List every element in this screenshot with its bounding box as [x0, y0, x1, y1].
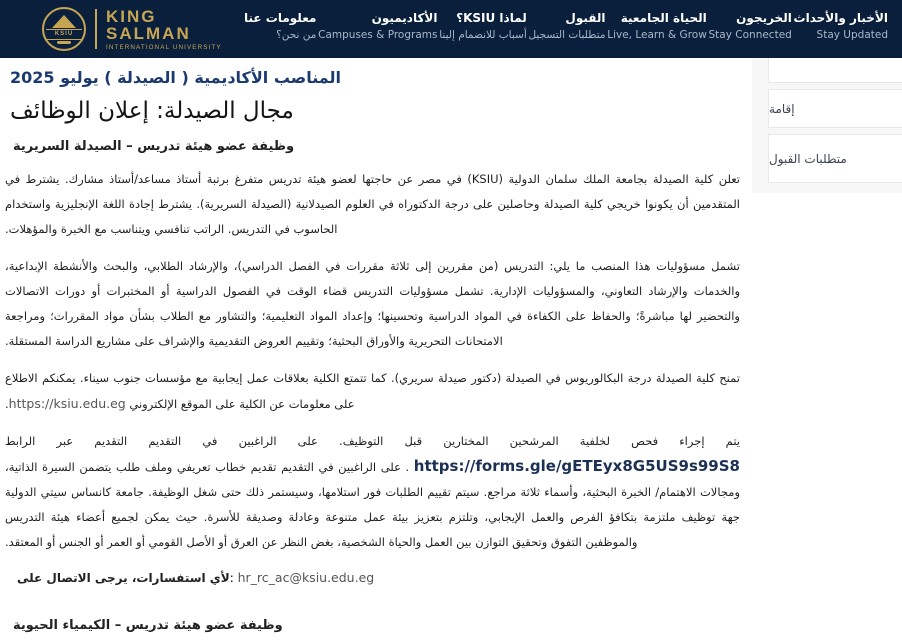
nav-item-sublabel: Campuses & Programs [318, 29, 438, 41]
nav-item-label: الخريجون [736, 11, 792, 25]
nav-item-admission[interactable] [528, 11, 605, 42]
nav-item-label: معلومات عنا [244, 11, 317, 25]
page-category-title: المناصب الأكاديمية ( الصيدلة ) يوليو 2025 [10, 68, 341, 87]
logo-divider [95, 9, 97, 49]
emblem-base-shape [57, 41, 71, 44]
ksiu-logo[interactable] [42, 5, 222, 53]
site-header [0, 0, 902, 58]
sidebar-item-label: إقامة [769, 101, 795, 116]
paragraph-college-info-period: . [5, 397, 9, 411]
sidebar-item-admission-requirements[interactable] [768, 134, 902, 183]
website-link[interactable]: https://ksiu.edu.eg [8, 396, 126, 411]
brand-name-line1: KING [106, 6, 157, 26]
job-title-clinical-pharmacy: وظيفة عضو هيئة تدريس – الصيدلة السريرية [13, 139, 295, 154]
paragraph-intro: تعلن كلية الصيدلة بجامعة الملك سلمان الدولية (KSIU) في مصر عن حاجتها لعضو هيئة تدريس متفرغ برتبة أستاذ مساعد/أستاذ مشارك. يشترط في المتقدمين أن يكونوا خريجي كلية الصيدلة وحاصلين على درجة الدكتوراه في العلوم الصيدلانية (الصيدلة السريرية). يشترط إجادة اللغة الإنجليزية واستخدام الحاسوب في التدريس. الراتب تنافسي ويتناسب مع الخبرة والمؤهلات. [5, 172, 740, 236]
contact-label: لأي استفسارات، يرجى الاتصال على [17, 571, 230, 585]
nav-item-label: الأكاديميون [371, 11, 438, 25]
job-title-biochemistry: وظيفة عضو هيئة تدريس – الكيمياء الحيوية [13, 618, 283, 633]
main-nav [244, 11, 888, 42]
nav-item-news[interactable] [794, 11, 888, 42]
paragraph-application [5, 429, 740, 555]
nav-item-academics[interactable] [318, 11, 437, 42]
nav-item-sublabel: متطلبات التسجيل [528, 29, 606, 41]
nav-item-label: الحياة الجامعية [620, 11, 707, 25]
nav-item-label: الأخبار والأحداث [793, 11, 888, 25]
nav-item-label: القبول [565, 11, 606, 25]
paragraph-application-text-after: . على الراغبين في التقديم تقديم خطاب تعريفي وملف طلب يتضمن السيرة الذاتية، ومجالات الاهتمام/ الخبرة البحثية، وأسماء ثلاثة مراجع. سيتم تقييم الطلبات فور استلامها، وسيستمر ذلك حتى شغل الوظيفة. جامعة كانساس سيتي الدولية جهة توظيف ملتزمة بتكافؤ الفرص والعمل الإيجابي، وتلتزم بتعزيز بيئة عمل متنوعة وعادلة وصديقة للأسرة. حيث يمكن لجميع أعضاء هيئة التدريس والموظفين التفوق وتحقيق التوازن بين العمل والحياة الشخصية، بغض النظر عن العرق أو الأصل القومي أو العمر أو الجنس أو المعتقد. [5, 460, 740, 549]
sidebar-accordion [752, 50, 902, 193]
brand-wordmark [106, 8, 222, 51]
ksiu-emblem-icon [42, 7, 86, 51]
paragraph-responsibilities: تشمل مسؤوليات هذا المنصب ما يلي: التدريس (من مقررين إلى ثلاثة مقررات في الفصل الدراسي)، والإرشاد الطلابي، والبحث والأنشطة الإبداعية، والخدمات والإرشاد التعاوني، والمسؤوليات الإدارية. تشمل مسؤوليات التدريس قضاء الوقت في الفصول الدراسية أو المختبرات أو دورات الاتصالات والتحضير لها مباشرةً؛ والحفاظ على الكفاءة في المواد الدراسية وتحسينها؛ وإعداد المواد التعليمية؛ والتشاور مع الطلاب بشأن مواد المقررات؛ ومراجعة الامتحانات التحريرية والأوراق البحثية؛ وتقييم العروض التقديمية والإشراف على مشاريع الدراسة المستقلة. [5, 259, 740, 348]
page-title: مجال الصيدلة: إعلان الوظائف [10, 98, 294, 124]
nav-item-sublabel: أسباب للانضمام إلينا [439, 29, 527, 41]
nav-item-why-ksiu[interactable] [439, 11, 527, 42]
nav-item-sublabel: Stay Updated [816, 29, 888, 41]
main-content [5, 58, 740, 634]
sidebar-item-accommodation[interactable] [768, 89, 902, 128]
nav-item-campus-life[interactable] [607, 11, 707, 42]
paragraph-application-text-before: يتم إجراء فحص لخلفية المرشحين المختارين قبل التوظيف. على الراغبين في التقديم التقديم عبر الرابط [5, 434, 740, 448]
brand-tagline: INTERNATIONAL UNIVERSITY [106, 43, 222, 51]
nav-item-sublabel: Live, Learn & Grow [607, 29, 707, 41]
sidebar-item-label: متطلبات القبول [769, 151, 847, 166]
emblem-text: KSIU [46, 29, 82, 40]
brand-name-line2: SALMAN [106, 23, 191, 43]
application-form-link[interactable]: https://forms.gle/gETEyx8G5US9s99S8 [413, 457, 740, 475]
contact-separator: : [229, 571, 238, 585]
nav-item-about[interactable] [244, 11, 316, 42]
nav-item-alumni[interactable] [709, 11, 792, 42]
emblem-mountain-shape [52, 15, 76, 28]
contact-line [17, 569, 740, 587]
paragraph-college-info-text: تمنح كلية الصيدلة درجة البكالوريوس في الصيدلة (دكتور صيدلة سريري). كما تتمتع الكلية بعلاقات عمل إيجابية مع مؤسسات جنوب سيناء. يمكنكم الاطلاع على معلومات عن الكلية على الموقع الإلكتروني [5, 371, 740, 411]
contact-email-link[interactable]: hr_rc_ac@ksiu.edu.eg [237, 570, 375, 585]
nav-item-sublabel: من نحن؟ [276, 29, 317, 41]
paragraph-college-info [5, 366, 740, 417]
nav-item-label: لماذا KSIU؟ [456, 11, 527, 25]
nav-item-sublabel: Stay Connected [708, 29, 792, 41]
